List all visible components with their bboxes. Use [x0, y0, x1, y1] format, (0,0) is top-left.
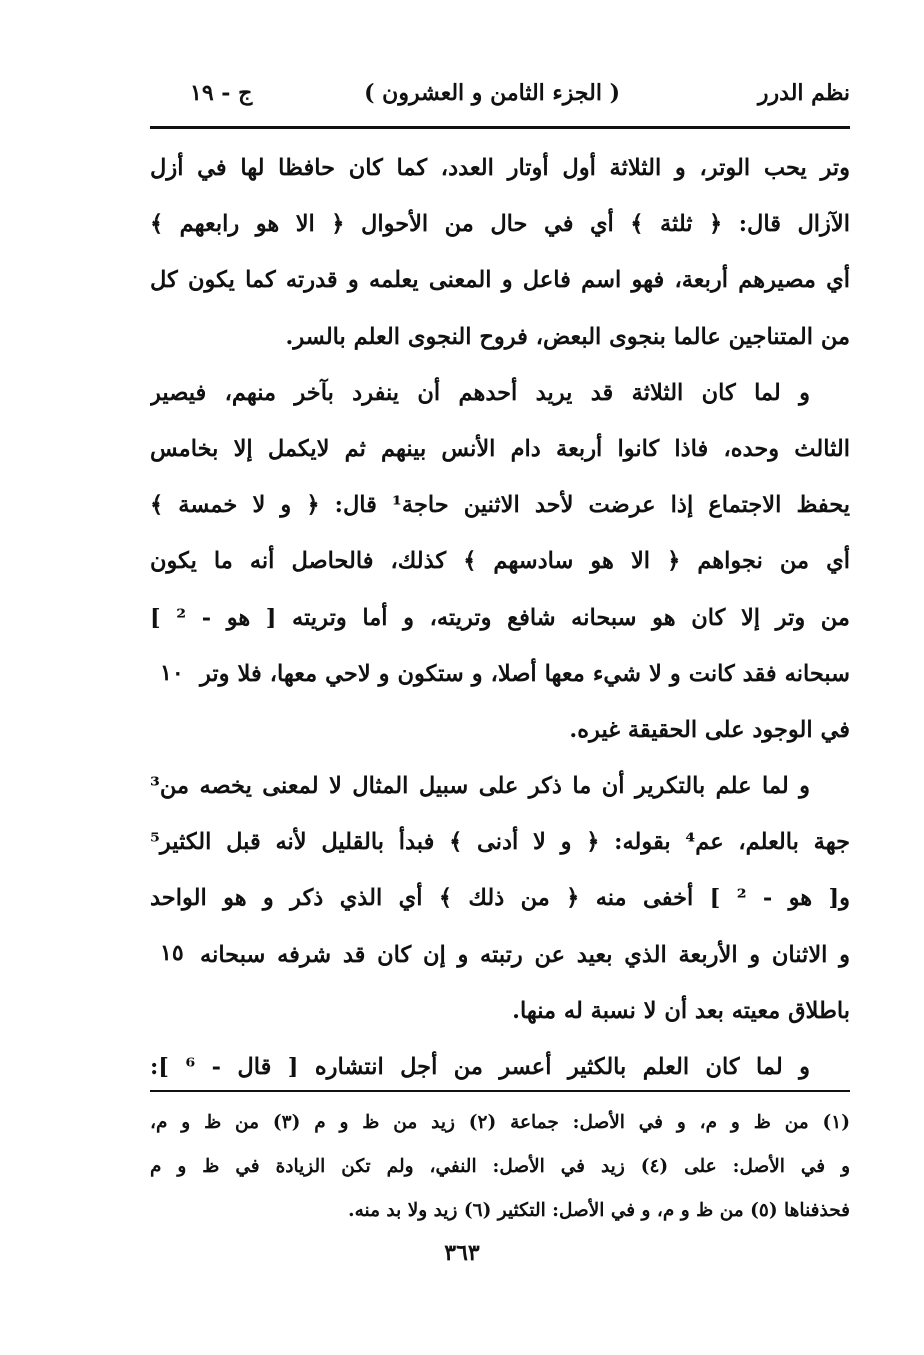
text-line: من وتر إلا كان هو سبحانه شافع وتريته، و أما وتريته [ هو - ² ] — [150, 604, 850, 631]
text-line: أي من نجواهم ﴿ الا هو سادسهم ﴾ كذلك، فالحاصل أنه ما يكون — [150, 548, 850, 575]
text-line: وتر يحب الوتر، و الثلاثة أول أوتار العدد، كما كان حافظا لها في أزل — [150, 155, 850, 181]
header-part-title: ( الجزء الثامن و العشرون ) — [364, 80, 620, 106]
header-rule — [150, 126, 850, 129]
text-line: سبحانه فقد كانت و لا شيء معها أصلا، و ستكون و لاحي معها، فلا وتر — [200, 660, 850, 687]
text-line: و لما كان الثلاثة قد يريد أحدهم أن ينفرد بآخر منهم، فيصير — [150, 379, 810, 406]
text-line: أي مصيرهم أربعة، فهو اسم فاعل و المعنى يعلمه و قدرته كما يكون كل — [150, 267, 850, 294]
margin-line-number: ١٠ — [160, 660, 184, 686]
header-book-title: نظم الدرر — [757, 80, 850, 106]
text-line: و لما كان العلم بالكثير أعسر من أجل انتشاره [ قال - ⁶ ]: — [150, 1054, 810, 1080]
text-line: جهة بالعلم، عم⁴ بقوله: ﴿ و لا أدنى ﴾ فبدأ بالقليل لأنه قبل الكثير⁵ — [150, 829, 850, 856]
main-text — [150, 140, 850, 1095]
text-line: في الوجود على الحقيقة غيره. — [569, 716, 850, 743]
text-line: و الاثنان و الأربعة الذي بعيد عن رتبته و إن كان قد شرفه سبحانه — [200, 941, 850, 968]
footnotes — [150, 1102, 850, 1234]
footnote-line: و في الأصل: على (٤) زيد في الأصل: النفي، ولم تكن الزيادة في ظ و م — [150, 1156, 850, 1177]
header-volume-ref: ج - ١٩ — [190, 80, 253, 106]
text-line: يحفظ الاجتماع إذا عرضت لأحد الاثنين حاجة¹ قال: ﴿ و لا خمسة ﴾ — [150, 492, 850, 519]
margin-line-number: ١٥ — [160, 940, 184, 966]
page-number: ٣٦٣ — [444, 1240, 480, 1266]
text-line: و[ هو - ² ] أخفى منه ﴿ من ذلك ﴾ أي الذي ذكر و هو الواحد — [150, 885, 850, 912]
text-line: الآزال قال: ﴿ ثلثة ﴾ أي في حال من الأحوال ﴿ الا هو رابعهم ﴾ — [150, 211, 850, 238]
running-header — [150, 80, 850, 120]
footnote-line: فحذفناها (٥) من ظ و م، و في الأصل: التكثير (٦) زيد ولا بد منه. — [348, 1200, 850, 1221]
footnote-line: (١) من ظ و م، و في الأصل: جماعة (٢) زيد من ظ و م (٣) من ظ و م، — [150, 1112, 850, 1133]
text-line: باطلاق معيته بعد أن لا نسبة له منها. — [512, 997, 850, 1024]
text-line: من المتناجين عالما بنجوى البعض، فروح النجوى العلم بالسر. — [285, 323, 850, 350]
text-line: و لما علم بالتكرير أن ما ذكر على سبيل المثال لا لمعنى يخصه من³ — [150, 773, 810, 800]
text-line: الثالث وحده، فاذا كانوا أربعة دام الأنس بينهم ثم لايكمل إلا بخامس — [150, 435, 850, 462]
footnote-rule — [150, 1090, 850, 1092]
